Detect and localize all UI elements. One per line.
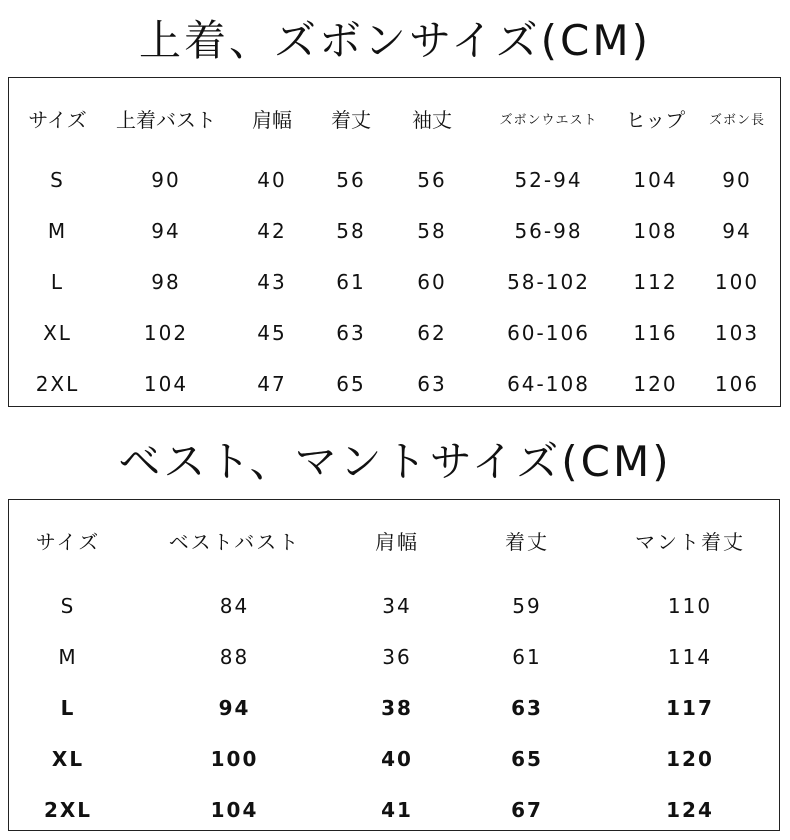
table-cell: 34 [382, 593, 412, 618]
table-cell: 120 [633, 371, 678, 396]
table-cell: 88 [219, 644, 250, 669]
table-cell: 94 [722, 218, 752, 243]
table-cell: 59 [512, 593, 542, 618]
table-cell: 38 [381, 695, 413, 720]
table-cell: 100 [210, 746, 259, 771]
table-row [9, 256, 780, 307]
table-cell: 104 [143, 371, 189, 396]
table-cell: 116 [633, 320, 678, 345]
table-row [9, 631, 778, 682]
table-cell: 63 [511, 695, 543, 720]
header-jacket-bust: 上着バスト [116, 107, 216, 132]
table-cell: 58-102 [507, 269, 590, 294]
table-row [9, 733, 778, 784]
table-cell: 58 [336, 218, 366, 243]
header-hip: ヒップ [625, 107, 686, 132]
table-row [9, 580, 778, 631]
header-length: 着丈 [505, 529, 549, 554]
table-cell: 102 [143, 320, 189, 345]
table-cell: 40 [257, 167, 287, 192]
table-cell: 84 [219, 593, 250, 618]
header-length: 着丈 [331, 107, 371, 132]
table-cell: 42 [257, 218, 287, 243]
table-cell: 98 [151, 269, 181, 294]
table-cell: 94 [218, 695, 251, 720]
table-cell: 63 [336, 320, 366, 345]
table-cell: 63 [417, 371, 447, 396]
vest-cloak-size-table-frame [8, 499, 780, 831]
table-cell: 120 [666, 746, 714, 771]
table-cell: S [60, 593, 76, 618]
table-cell: 65 [511, 746, 543, 771]
table-cell: 64-108 [507, 371, 590, 396]
header-shoulder-width: 肩幅 [375, 529, 419, 554]
table-cell: 61 [512, 644, 542, 669]
table-cell: 62 [417, 320, 447, 345]
vest-cloak-size-table [9, 500, 778, 835]
table-cell: M [47, 218, 68, 243]
table-cell: 114 [667, 644, 713, 669]
table-cell: M [58, 644, 78, 669]
table-cell: XL [43, 320, 72, 345]
table-cell: 47 [257, 371, 287, 396]
table-cell: 90 [151, 167, 181, 192]
table-cell: 58 [417, 218, 447, 243]
table-cell: 103 [714, 320, 760, 345]
table-row [9, 358, 780, 409]
table-cell: 61 [336, 269, 366, 294]
table-header-row [9, 78, 780, 154]
table-cell: 36 [382, 644, 412, 669]
table-row [9, 307, 780, 358]
table-cell: 2XL [43, 797, 93, 822]
table-cell: 60-106 [507, 320, 590, 345]
header-sleeve-length: 袖丈 [412, 107, 452, 132]
header-size: サイズ [35, 529, 101, 554]
table-header-row [9, 500, 778, 580]
table-cell: L [50, 269, 65, 294]
header-size: サイズ [28, 107, 87, 132]
table-cell: 60 [417, 269, 447, 294]
jacket-pants-size-table [9, 78, 780, 409]
table-cell: 56 [336, 167, 366, 192]
table-cell: 40 [381, 746, 413, 771]
table-cell: 41 [381, 797, 413, 822]
table-row [9, 205, 780, 256]
jacket-pants-size-table-frame [8, 77, 781, 407]
table-cell: 100 [714, 269, 760, 294]
jacket-pants-size-title: 上着、ズボンサイズ(CM) [139, 16, 651, 65]
table-row [9, 682, 778, 733]
table-row [9, 784, 778, 835]
table-cell: 65 [336, 371, 366, 396]
header-pants-waist: ズボンウエスト [499, 112, 598, 128]
table-cell: 56 [417, 167, 447, 192]
table-cell: 94 [151, 218, 181, 243]
table-cell: 117 [666, 695, 714, 720]
table-cell: 52-94 [514, 167, 583, 192]
table-cell: S [50, 167, 65, 192]
header-cloak-length: マント着丈 [635, 529, 745, 554]
table-cell: 104 [633, 167, 678, 192]
table-cell: 43 [257, 269, 287, 294]
header-vest-bust: ベストバスト [168, 529, 301, 554]
table-cell: 110 [667, 593, 713, 618]
table-cell: 56-98 [514, 218, 583, 243]
table-cell: 108 [633, 218, 678, 243]
header-shoulder-width: 肩幅 [252, 107, 292, 132]
table-cell: 106 [714, 371, 760, 396]
table-cell: 124 [666, 797, 714, 822]
table-cell: 2XL [35, 371, 80, 396]
table-cell: 104 [210, 797, 259, 822]
table-cell: XL [51, 746, 85, 771]
header-pants-length: ズボン長 [708, 112, 765, 128]
table-cell: L [60, 695, 76, 720]
table-row [9, 154, 780, 205]
vest-cloak-size-title: ベスト、マントサイズ(CM) [118, 437, 672, 486]
table-cell: 45 [257, 320, 287, 345]
table-cell: 67 [511, 797, 543, 822]
table-cell: 90 [722, 167, 752, 192]
table-cell: 112 [633, 269, 678, 294]
